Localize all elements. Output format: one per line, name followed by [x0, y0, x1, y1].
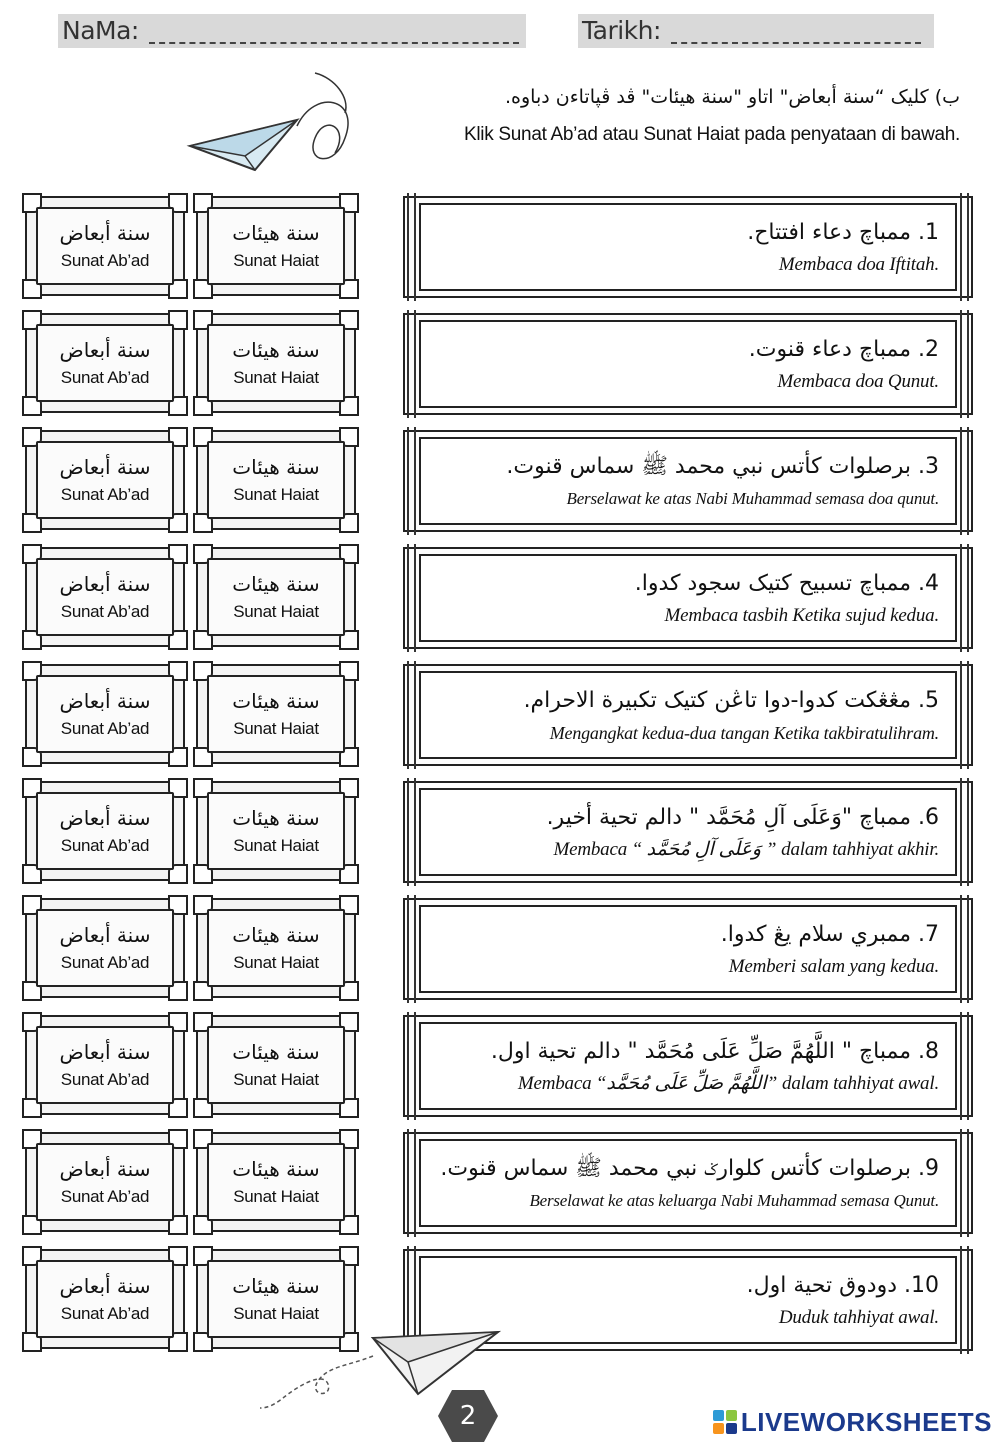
- option-label-ar: سنة أبعاض: [59, 689, 151, 713]
- option-label-ar: سنة أبعاض: [59, 221, 151, 245]
- question-row: [0, 781, 1000, 887]
- statement-arabic: 9. برصلوات كأتس كلوارݢ نبي محمد ﷺ سماس قنوت.: [440, 1156, 939, 1181]
- option-label-ms: Sunat Haiat: [233, 1304, 319, 1323]
- option-label-ar: سنة أبعاض: [59, 572, 151, 596]
- option-label-ms: Sunat Haiat: [233, 602, 319, 621]
- sunat-abad-option[interactable]: [25, 547, 185, 647]
- statement-malay: Membaca doa Iftitah.: [778, 254, 939, 275]
- option-label-ar: سنة هيئات: [232, 1274, 320, 1298]
- sunat-abad-option[interactable]: [25, 898, 185, 998]
- option-label-ar: سنة أبعاض: [59, 806, 151, 830]
- sunat-abad-option[interactable]: [25, 664, 185, 764]
- date-label: Tarikh:: [582, 16, 661, 45]
- statement-box: [403, 196, 973, 298]
- question-row: [0, 313, 1000, 419]
- instruction-malay: Klik Sunat Ab’ad atau Sunat Haiat pada penyataan di bawah.: [464, 124, 960, 145]
- sunat-haiat-option[interactable]: [196, 547, 356, 647]
- sunat-abad-option[interactable]: [25, 1015, 185, 1115]
- option-label-ar: سنة هيئات: [232, 689, 320, 713]
- option-label-ms: Sunat Haiat: [233, 251, 319, 270]
- question-row: [0, 1132, 1000, 1238]
- option-label-ar: سنة أبعاض: [59, 923, 151, 947]
- date-line: [671, 20, 921, 44]
- question-row: [0, 898, 1000, 1004]
- sunat-haiat-option[interactable]: [196, 1132, 356, 1232]
- question-row: [0, 196, 1000, 302]
- question-row: [0, 430, 1000, 536]
- option-label-ms: Sunat Ab’ad: [60, 1187, 150, 1206]
- option-label-ms: Sunat Ab’ad: [60, 836, 150, 855]
- sunat-haiat-option[interactable]: [196, 898, 356, 998]
- statement-box: [403, 898, 973, 1000]
- option-label-ms: Sunat Haiat: [233, 485, 319, 504]
- question-row: [0, 547, 1000, 653]
- sunat-abad-option[interactable]: [25, 430, 185, 530]
- statement-box: [403, 781, 973, 883]
- statement-malay: Berselawat ke atas Nabi Muhammad semasa doa qunut.: [566, 489, 939, 508]
- statement-arabic: 4. ممباچ تسبيح كتيک سجود كدوا.: [634, 571, 939, 596]
- option-label-ar: سنة هيئات: [232, 1040, 320, 1064]
- option-label-ms: Sunat Ab’ad: [60, 1070, 150, 1089]
- sunat-abad-option[interactable]: [25, 781, 185, 881]
- question-row: [0, 664, 1000, 770]
- option-label-ms: Sunat Ab’ad: [60, 1304, 150, 1323]
- date-field[interactable]: [578, 14, 934, 48]
- option-label-ar: سنة هيئات: [232, 1157, 320, 1181]
- statement-malay: Mengangkat kedua-dua tangan Ketika takbiratulihram.: [549, 723, 939, 743]
- statement-arabic: 1. ممباچ دعاء افتتاح.: [747, 220, 939, 245]
- option-label-ms: Sunat Haiat: [233, 953, 319, 972]
- option-label-ar: سنة هيئات: [232, 806, 320, 830]
- statement-box: [403, 1015, 973, 1117]
- sunat-haiat-option[interactable]: [196, 313, 356, 413]
- liveworksheets-logo-icon: [713, 1410, 737, 1434]
- statement-malay: Berselawat ke atas keluarga Nabi Muhammad semasa Qunut.: [529, 1191, 939, 1210]
- option-label-ar: سنة هيئات: [232, 572, 320, 596]
- statement-box: [403, 664, 973, 766]
- sunat-haiat-option[interactable]: [196, 1015, 356, 1115]
- statement-box: [403, 430, 973, 532]
- brand-name: LIVEWORKSHEETS: [740, 1406, 992, 1437]
- statement-malay: Memberi salam yang kedua.: [728, 956, 939, 977]
- statement-malay: Membaca doa Qunut.: [777, 371, 939, 392]
- sunat-haiat-option[interactable]: [196, 781, 356, 881]
- option-label-ar: سنة أبعاض: [59, 1274, 151, 1298]
- option-label-ar: سنة هيئات: [232, 923, 320, 947]
- statement-arabic: 8. ممباچ " اللَّهُمَّ صَلِّ عَلَى مُحَمَّد " دالم تحية اول.: [490, 1039, 939, 1064]
- option-label-ms: Sunat Ab’ad: [60, 251, 150, 270]
- option-label-ar: سنة أبعاض: [59, 1157, 151, 1181]
- option-label-ms: Sunat Ab’ad: [60, 368, 150, 387]
- option-label-ms: Sunat Ab’ad: [60, 719, 150, 738]
- option-label-ms: Sunat Haiat: [233, 1070, 319, 1089]
- option-label-ms: Sunat Haiat: [233, 1187, 319, 1206]
- page-number: 2: [459, 1401, 477, 1431]
- name-line: [149, 20, 519, 44]
- statement-box: [403, 547, 973, 649]
- statement-arabic: 6. ممباچ "وَعَلَى آلِ مُحَمَّد " دالم تحية أخير.: [546, 805, 939, 830]
- statement-arabic: 2. ممباچ دعاء قنوت.: [748, 337, 939, 362]
- sunat-haiat-option[interactable]: [196, 430, 356, 530]
- statement-arabic: 7. ممبري سلام يڠ كدوا.: [720, 922, 939, 947]
- option-label-ms: Sunat Ab’ad: [60, 602, 150, 621]
- option-label-ar: سنة هيئات: [232, 455, 320, 479]
- option-label-ar: سنة هيئات: [232, 338, 320, 362]
- page-number-badge: [436, 1388, 500, 1444]
- option-label-ms: Sunat Haiat: [233, 836, 319, 855]
- option-label-ms: Sunat Ab’ad: [60, 485, 150, 504]
- instruction-arabic: ب) كليک “سنة أبعاض" اتاو "سنة هيئات" ڤد ڤپاتاءن دباوه.: [505, 86, 960, 108]
- statement-malay: Membaca tasbih Ketika sujud kedua.: [664, 605, 939, 626]
- name-field[interactable]: [58, 14, 526, 48]
- sunat-abad-option[interactable]: [25, 1132, 185, 1232]
- sunat-abad-option[interactable]: [25, 313, 185, 413]
- statement-box: [403, 313, 973, 415]
- statement-arabic: 10. دودوق تحية اول.: [746, 1273, 939, 1298]
- name-label: NaMa:: [62, 16, 139, 45]
- sunat-abad-option[interactable]: [25, 1249, 185, 1349]
- option-label-ms: Sunat Haiat: [233, 719, 319, 738]
- option-label-ar: سنة هيئات: [232, 221, 320, 245]
- liveworksheets-logo[interactable]: [713, 1404, 992, 1440]
- option-label-ms: Sunat Ab’ad: [60, 953, 150, 972]
- statement-malay: Membaca “ وَعَلَى آلِ مُحَمَّد ” dalam tahhiyat akhir.: [553, 839, 939, 860]
- option-label-ms: Sunat Haiat: [233, 368, 319, 387]
- statement-arabic: 5. مڠڠكت كدوا-دوا تاڠن كتيک تكبيرة الاحرام.: [523, 688, 939, 713]
- question-row: [0, 1015, 1000, 1121]
- option-label-ar: سنة أبعاض: [59, 1040, 151, 1064]
- option-label-ar: سنة أبعاض: [59, 455, 151, 479]
- paper-plane-icon: [185, 68, 365, 186]
- sunat-abad-option[interactable]: [25, 196, 185, 296]
- option-label-ar: سنة أبعاض: [59, 338, 151, 362]
- sunat-haiat-option[interactable]: [196, 196, 356, 296]
- sunat-haiat-option[interactable]: [196, 664, 356, 764]
- statement-arabic: 3. برصلوات كأتس نبي محمد ﷺ سماس قنوت.: [506, 454, 939, 479]
- statement-malay: Duduk tahhiyat awal.: [778, 1307, 939, 1328]
- statement-malay: Membaca “اللَّهُمَّ صَلِّ عَلَى مُحَمَّد” dalam tahhiyat awal.: [517, 1073, 939, 1094]
- statement-box: [403, 1132, 973, 1234]
